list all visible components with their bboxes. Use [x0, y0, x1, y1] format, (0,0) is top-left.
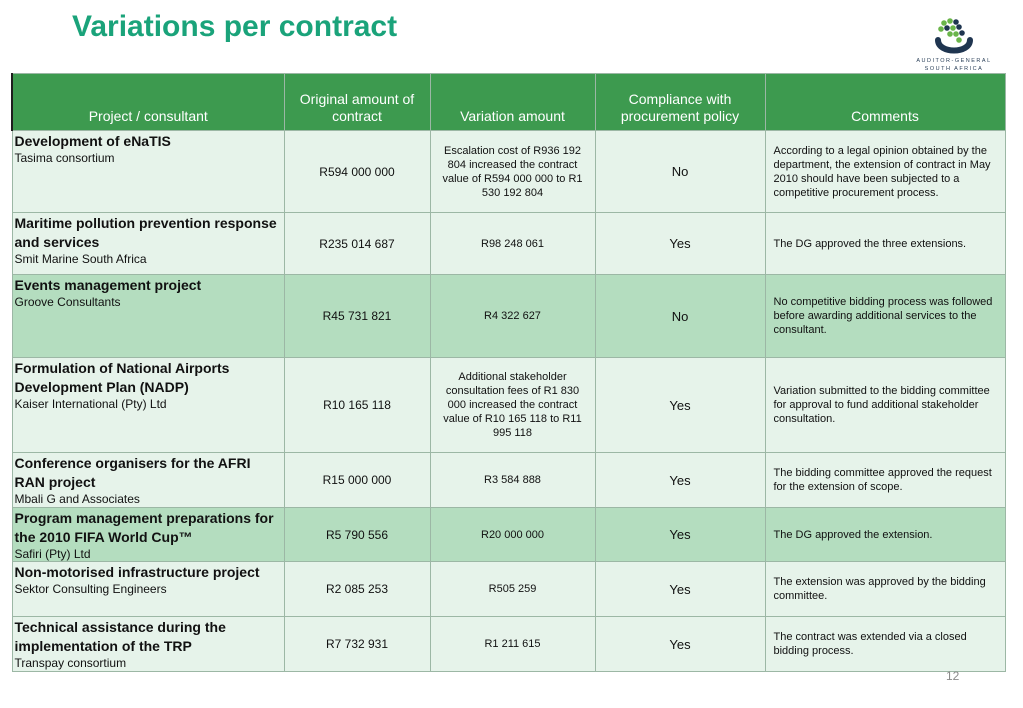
variation-amount: R4 322 627	[430, 275, 595, 358]
page-title: Variations per contract	[72, 10, 398, 43]
project-cell	[12, 213, 284, 275]
table-row	[12, 453, 1005, 508]
table-row	[12, 562, 1005, 617]
header-variation-amount: Variation amount	[430, 74, 595, 131]
consultant-name: Kaiser International (Pty) Ltd	[14, 397, 167, 411]
comment-text: Variation submitted to the bidding committee for approval to fund additional stakeholder consultation.	[765, 358, 1005, 453]
header-compliance: Compliance with procurement policy	[595, 74, 765, 131]
table-row	[12, 358, 1005, 453]
project-cell	[12, 617, 284, 672]
logo-emblem-icon	[908, 14, 1000, 56]
comment-text: According to a legal opinion obtained by the department, the extension of contract in May 2010 should have been subjected to a competitive procurement process.	[765, 131, 1005, 213]
table-row	[12, 131, 1005, 213]
comment-text: The DG approved the three extensions.	[765, 213, 1005, 275]
comment-text: The extension was approved by the bidding committee.	[765, 562, 1005, 617]
compliance-value: Yes	[595, 453, 765, 508]
variation-amount: R98 248 061	[430, 213, 595, 275]
project-name: Development of eNaTIS	[14, 133, 171, 149]
consultant-name: Safiri (Pty) Ltd	[14, 547, 91, 561]
original-amount: R45 731 821	[284, 275, 430, 358]
original-amount: R5 790 556	[284, 508, 430, 562]
compliance-value: Yes	[595, 562, 765, 617]
variation-amount: R3 584 888	[430, 453, 595, 508]
original-amount: R594 000 000	[284, 131, 430, 213]
table-row	[12, 213, 1005, 275]
page-number: 12	[946, 669, 960, 683]
auditor-general-logo	[908, 14, 1000, 74]
consultant-name: Mbali G and Associates	[14, 492, 140, 506]
table-row	[12, 617, 1005, 672]
project-cell	[12, 508, 284, 562]
project-name: Formulation of National Airports Development Plan (NADP)	[14, 360, 230, 395]
compliance-value: Yes	[595, 617, 765, 672]
header-project: Project / consultant	[12, 74, 284, 131]
original-amount: R10 165 118	[284, 358, 430, 453]
project-name: Non-motorised infrastructure project	[14, 564, 260, 580]
header-original-amount: Original amount of contract	[284, 74, 430, 131]
logo-line2: SOUTH AFRICA	[924, 66, 984, 72]
table-header-row	[12, 74, 1005, 131]
compliance-value: No	[595, 131, 765, 213]
consultant-name: Groove Consultants	[14, 295, 121, 309]
variation-amount: R20 000 000	[430, 508, 595, 562]
original-amount: R2 085 253	[284, 562, 430, 617]
comment-text: The DG approved the extension.	[765, 508, 1005, 562]
logo-line1: AUDITOR-GENERAL	[916, 58, 992, 64]
project-name: Technical assistance during the implementation of the TRP	[14, 619, 226, 654]
original-amount: R15 000 000	[284, 453, 430, 508]
project-cell	[12, 453, 284, 508]
variation-amount: R505 259	[430, 562, 595, 617]
comment-text: The bidding committee approved the request for the extension of scope.	[765, 453, 1005, 508]
original-amount: R7 732 931	[284, 617, 430, 672]
variation-amount: R1 211 615	[430, 617, 595, 672]
project-cell	[12, 275, 284, 358]
project-name: Conference organisers for the AFRI RAN project	[14, 455, 251, 490]
comment-text: No competitive bidding process was followed before awarding additional services to the consultant.	[765, 275, 1005, 358]
variations-table	[11, 73, 1006, 672]
original-amount: R235 014 687	[284, 213, 430, 275]
table-row	[12, 508, 1005, 562]
consultant-name: Smit Marine South Africa	[14, 252, 147, 266]
comment-text: The contract was extended via a closed bidding process.	[765, 617, 1005, 672]
compliance-value: No	[595, 275, 765, 358]
consultant-name: Tasima consortium	[14, 151, 115, 165]
compliance-value: Yes	[595, 358, 765, 453]
project-cell	[12, 358, 284, 453]
project-cell	[12, 562, 284, 617]
project-cell	[12, 131, 284, 213]
compliance-value: Yes	[595, 508, 765, 562]
project-name: Program management preparations for the 2010 FIFA World Cup™	[14, 510, 274, 545]
table-row	[12, 275, 1005, 358]
compliance-value: Yes	[595, 213, 765, 275]
project-name: Maritime pollution prevention response and services	[14, 215, 277, 250]
project-name: Events management project	[14, 277, 202, 293]
header-comments: Comments	[765, 74, 1005, 131]
consultant-name: Transpay consortium	[14, 656, 127, 670]
variation-amount: Escalation cost of R936 192 804 increased the contract value of R594 000 000 to R1 530 192 804	[430, 131, 595, 213]
variation-amount: Additional stakeholder consultation fees of R1 830 000 increased the contract value of R10 165 118 to R11 995 118	[430, 358, 595, 453]
consultant-name: Sektor Consulting Engineers	[14, 582, 167, 596]
